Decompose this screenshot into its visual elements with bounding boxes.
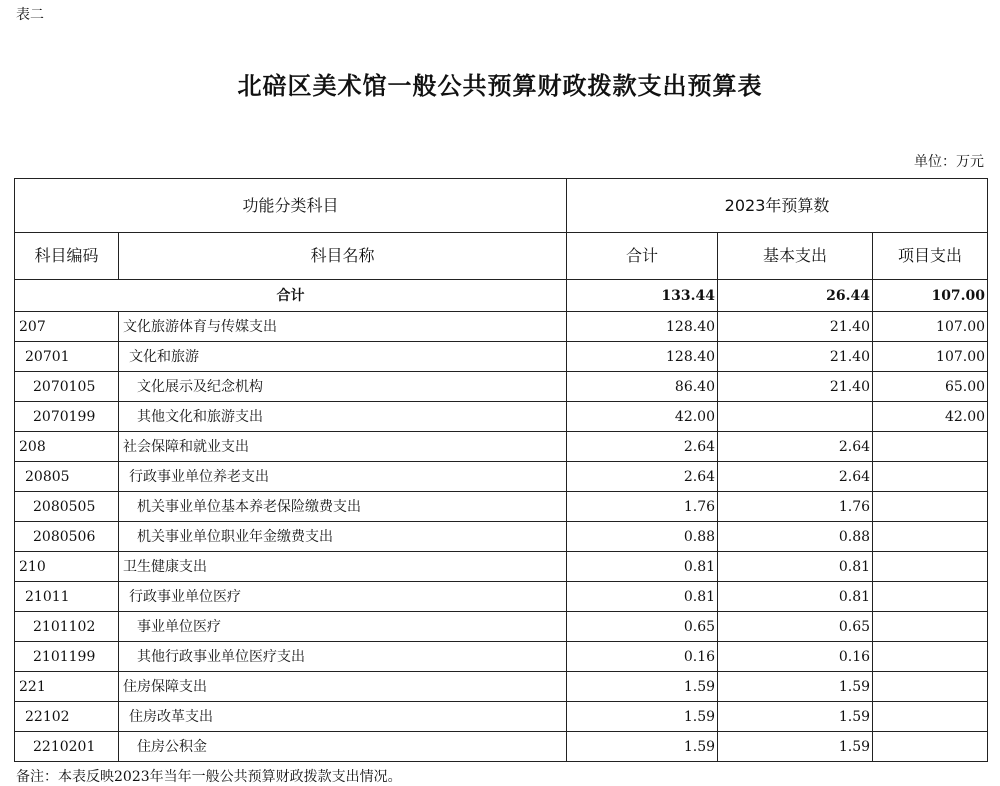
- total-row: [15, 280, 988, 312]
- row-project: [873, 492, 988, 522]
- row-basic: 2.64: [718, 462, 873, 492]
- row-basic: 0.16: [718, 642, 873, 672]
- row-basic: 1.59: [718, 702, 873, 732]
- header-classification: 功能分类科目: [15, 179, 567, 233]
- row-code: 2101199: [15, 642, 119, 672]
- table-row: [15, 312, 988, 342]
- table-row: [15, 402, 988, 432]
- row-code: 2101102: [15, 612, 119, 642]
- page-title: 北碚区美术馆一般公共预算财政拨款支出预算表: [237, 72, 763, 100]
- row-code: 2080505: [15, 492, 119, 522]
- row-basic: 0.88: [718, 522, 873, 552]
- table-row: [15, 342, 988, 372]
- row-total: 1.76: [567, 492, 718, 522]
- row-project: 107.00: [873, 342, 988, 372]
- table-row: [15, 732, 988, 762]
- row-total: 1.59: [567, 732, 718, 762]
- row-project: [873, 432, 988, 462]
- total-label: 合计: [15, 280, 567, 312]
- table-row: [15, 372, 988, 402]
- row-total: 42.00: [567, 402, 718, 432]
- row-total: 128.40: [567, 312, 718, 342]
- row-project: [873, 552, 988, 582]
- row-total: 0.81: [567, 582, 718, 612]
- header-budget-year: 2023年预算数: [567, 179, 988, 233]
- row-project: [873, 462, 988, 492]
- row-total: 2.64: [567, 432, 718, 462]
- header-basic: 基本支出: [718, 233, 873, 280]
- row-total: 0.88: [567, 522, 718, 552]
- row-basic: 21.40: [718, 312, 873, 342]
- row-total: 1.59: [567, 672, 718, 702]
- row-name: 行政事业单位医疗: [119, 582, 567, 612]
- table-row: [15, 462, 988, 492]
- row-basic: 0.81: [718, 582, 873, 612]
- header-name: 科目名称: [119, 233, 567, 280]
- row-total: 0.65: [567, 612, 718, 642]
- table-row: [15, 672, 988, 702]
- total-basic: 26.44: [718, 280, 873, 312]
- row-name: 社会保障和就业支出: [119, 432, 567, 462]
- table-row: [15, 642, 988, 672]
- unit-label: 单位：万元: [914, 154, 984, 170]
- row-name: 机关事业单位基本养老保险缴费支出: [119, 492, 567, 522]
- row-total: 0.81: [567, 552, 718, 582]
- row-total: 0.16: [567, 642, 718, 672]
- row-name: 住房保障支出: [119, 672, 567, 702]
- row-code: 2070105: [15, 372, 119, 402]
- row-code: 2080506: [15, 522, 119, 552]
- row-project: 42.00: [873, 402, 988, 432]
- total-sum: 133.44: [567, 280, 718, 312]
- row-project: 65.00: [873, 372, 988, 402]
- row-name: 文化展示及纪念机构: [119, 372, 567, 402]
- header-code: 科目编码: [15, 233, 119, 280]
- row-code: 20701: [15, 342, 119, 372]
- header-project: 项目支出: [873, 233, 988, 280]
- table-row: [15, 612, 988, 642]
- table-row: [15, 552, 988, 582]
- row-basic: 21.40: [718, 372, 873, 402]
- row-total: 1.59: [567, 702, 718, 732]
- row-name: 卫生健康支出: [119, 552, 567, 582]
- row-name: 机关事业单位职业年金缴费支出: [119, 522, 567, 552]
- row-code: 21011: [15, 582, 119, 612]
- row-name: 事业单位医疗: [119, 612, 567, 642]
- table-row: [15, 432, 988, 462]
- row-basic: [718, 402, 873, 432]
- row-code: 210: [15, 552, 119, 582]
- total-project: 107.00: [873, 280, 988, 312]
- row-name: 住房公积金: [119, 732, 567, 762]
- row-project: [873, 642, 988, 672]
- row-basic: 1.59: [718, 672, 873, 702]
- table-row: [15, 702, 988, 732]
- row-name: 文化旅游体育与传媒支出: [119, 312, 567, 342]
- table-row: [15, 522, 988, 552]
- row-total: 2.64: [567, 462, 718, 492]
- row-code: 207: [15, 312, 119, 342]
- row-project: [873, 582, 988, 612]
- row-total: 86.40: [567, 372, 718, 402]
- row-name: 其他行政事业单位医疗支出: [119, 642, 567, 672]
- row-name: 住房改革支出: [119, 702, 567, 732]
- footer-note: 备注：本表反映2023年当年一般公共预算财政拨款支出情况。: [16, 769, 402, 785]
- row-project: 107.00: [873, 312, 988, 342]
- row-basic: 2.64: [718, 432, 873, 462]
- row-basic: 1.76: [718, 492, 873, 522]
- table-row: [15, 492, 988, 522]
- row-total: 128.40: [567, 342, 718, 372]
- row-code: 22102: [15, 702, 119, 732]
- row-basic: 1.59: [718, 732, 873, 762]
- header-total: 合计: [567, 233, 718, 280]
- row-name: 文化和旅游: [119, 342, 567, 372]
- table-row: [15, 582, 988, 612]
- row-code: 2210201: [15, 732, 119, 762]
- row-name: 其他文化和旅游支出: [119, 402, 567, 432]
- row-code: 221: [15, 672, 119, 702]
- row-code: 2070199: [15, 402, 119, 432]
- row-basic: 0.81: [718, 552, 873, 582]
- row-project: [873, 672, 988, 702]
- row-name: 行政事业单位养老支出: [119, 462, 567, 492]
- row-project: [873, 732, 988, 762]
- row-code: 20805: [15, 462, 119, 492]
- table-label: 表二: [16, 7, 44, 23]
- row-project: [873, 522, 988, 552]
- row-basic: 0.65: [718, 612, 873, 642]
- budget-table: [14, 178, 988, 762]
- row-project: [873, 612, 988, 642]
- row-project: [873, 702, 988, 732]
- row-code: 208: [15, 432, 119, 462]
- row-basic: 21.40: [718, 342, 873, 372]
